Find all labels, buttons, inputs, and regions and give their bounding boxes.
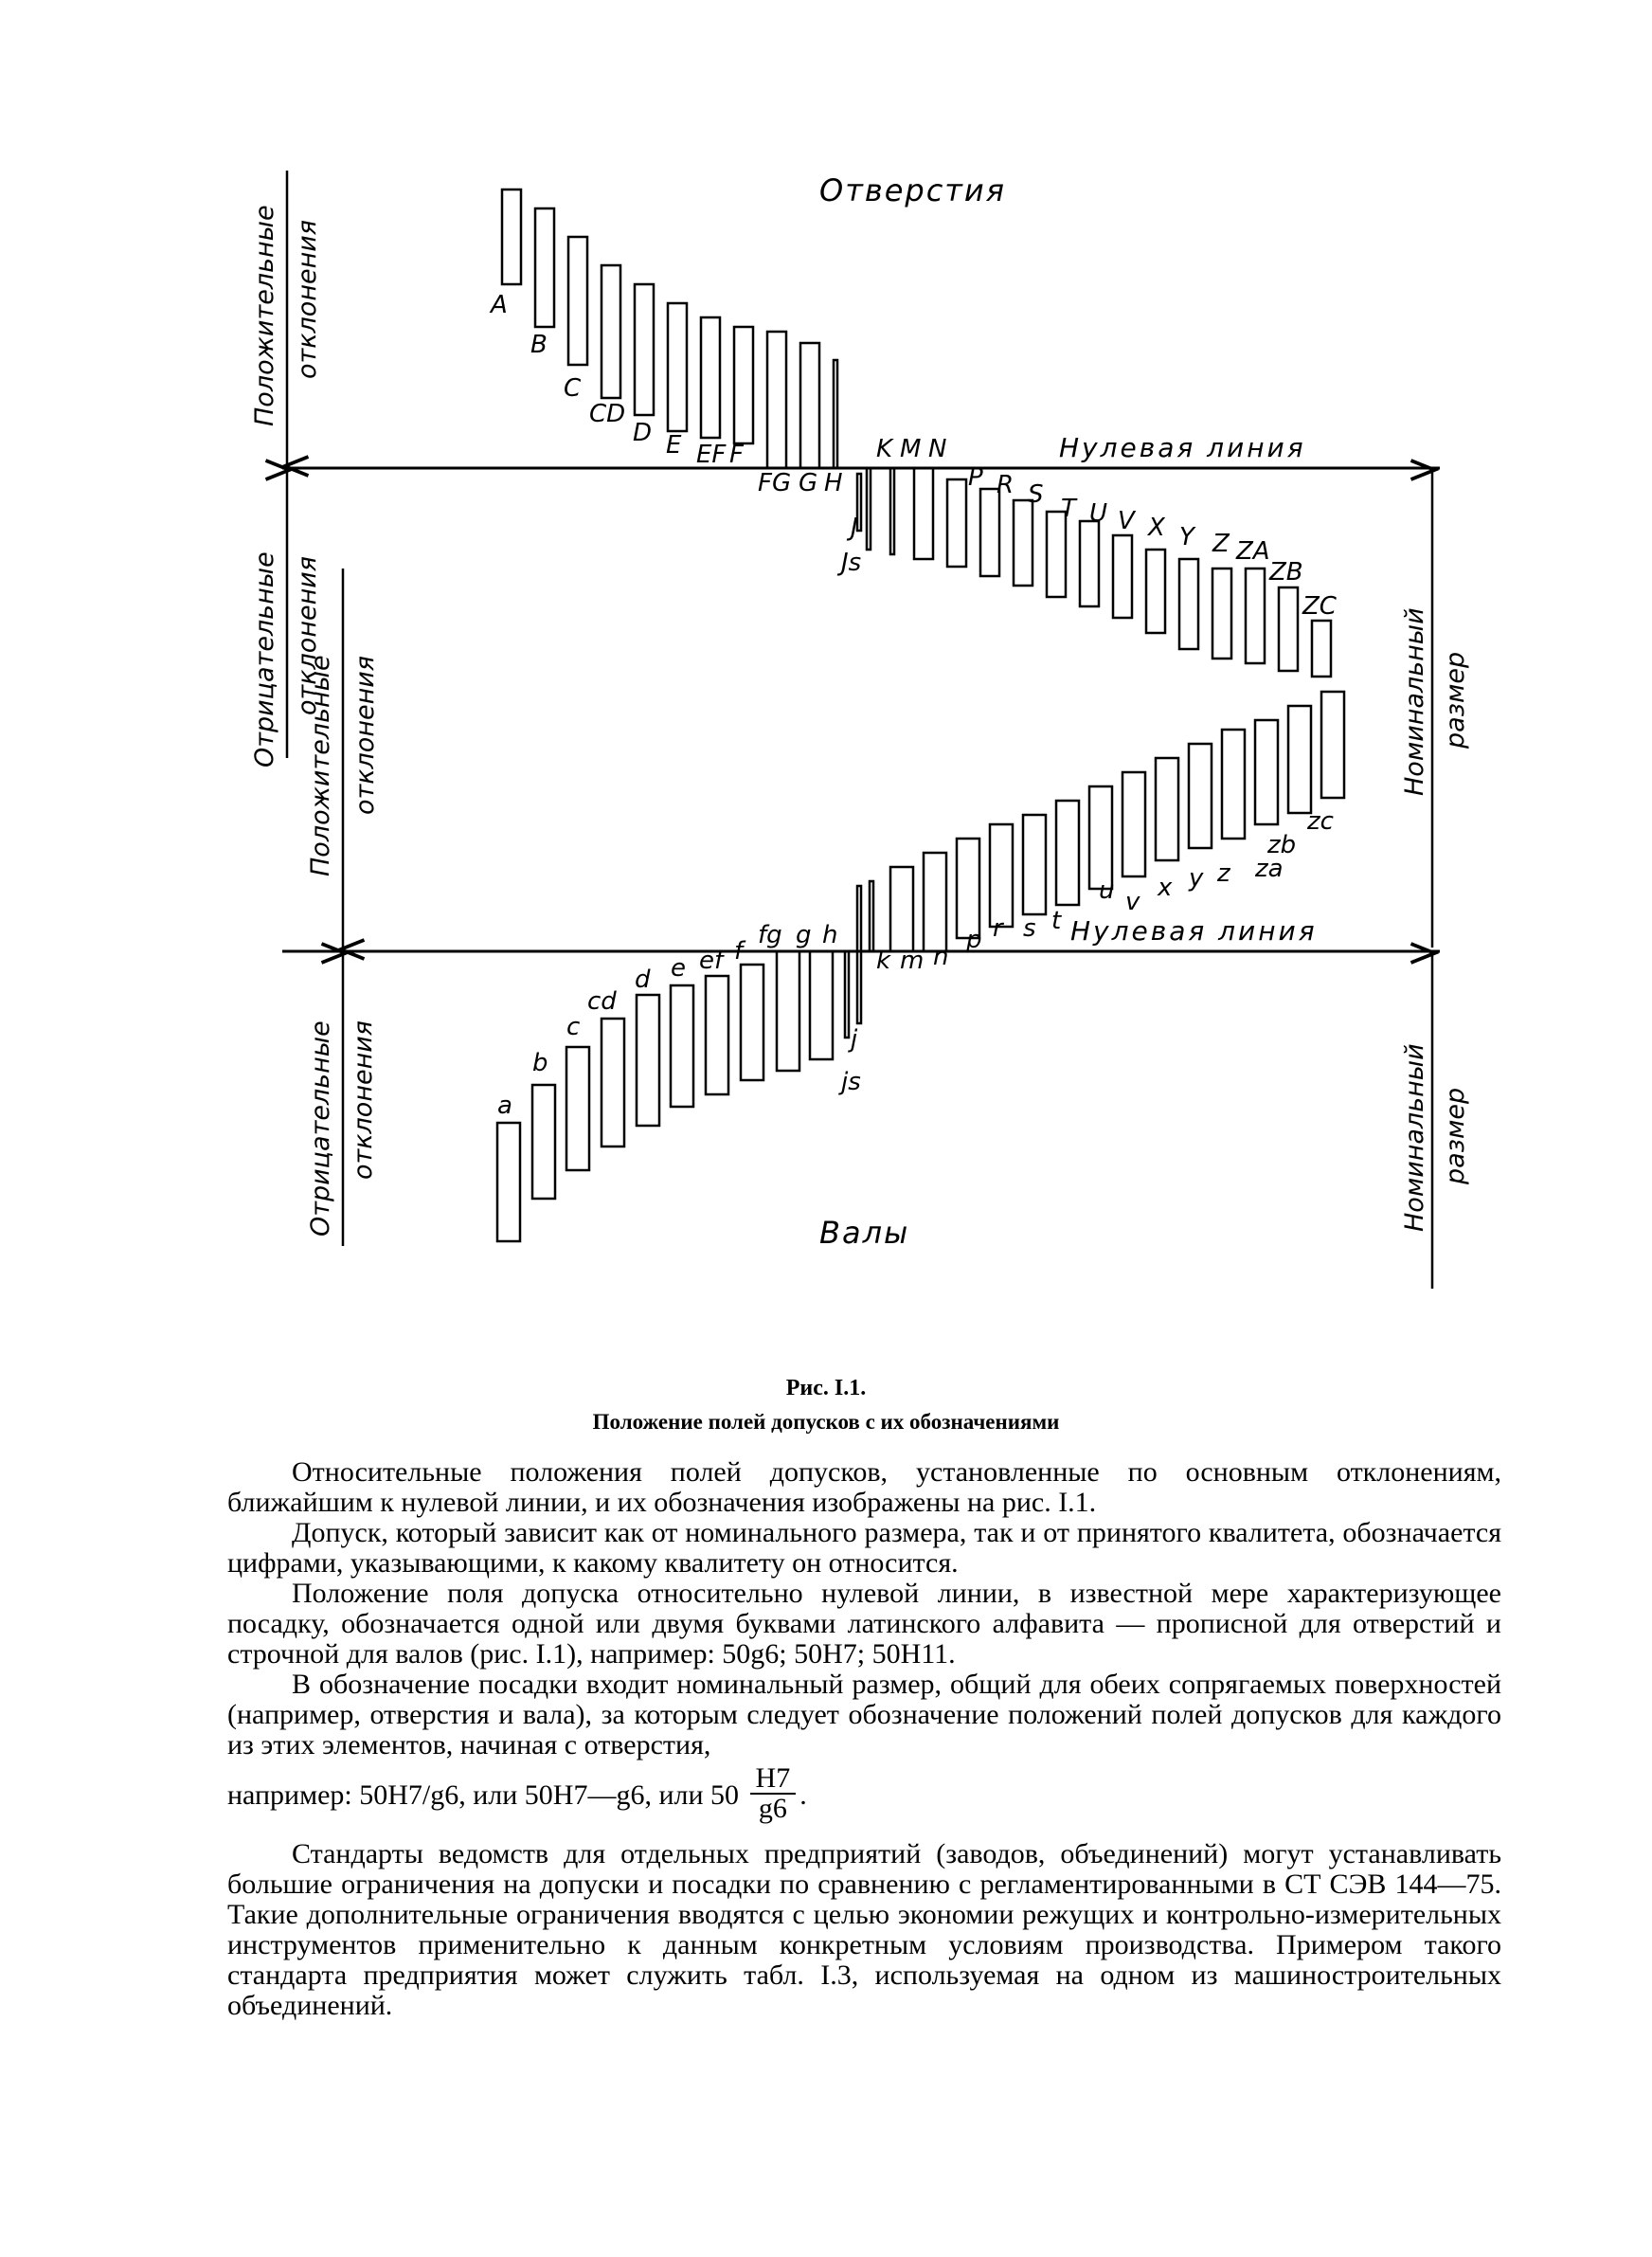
- shaft-field-zc: [1321, 692, 1344, 798]
- shaft-label-y: y: [1189, 864, 1204, 893]
- hole-field-CD: [602, 265, 620, 398]
- shaft-label-zc: zc: [1307, 807, 1334, 836]
- hole-field-E: [668, 303, 687, 431]
- shaft-field-r: [990, 824, 1013, 927]
- shafts-title: Валы: [819, 1215, 910, 1251]
- shaft-field-z: [1222, 730, 1245, 839]
- hole-field-T: [1047, 512, 1066, 597]
- fit-fraction: [750, 1764, 797, 1823]
- hole-label-Y: Y: [1179, 523, 1194, 551]
- hole-label-A: A: [491, 291, 508, 319]
- nominal-size-label-shafts: Номинальный: [1400, 1043, 1429, 1232]
- hole-label-J: J: [851, 514, 858, 542]
- shaft-field-k: [870, 881, 873, 951]
- shaft-label-h: h: [822, 921, 838, 949]
- hole-field-Z: [1212, 569, 1231, 659]
- hole-field-V: [1113, 535, 1132, 618]
- positive-deviations-label-holes: Положительные: [250, 205, 279, 426]
- hole-label-P: P: [968, 463, 983, 492]
- shaft-field-v: [1122, 772, 1145, 876]
- hole-label-K: K: [876, 435, 893, 463]
- shaft-label-s: s: [1023, 914, 1036, 943]
- negative-deviations-label-holes: Отрицательные: [250, 551, 279, 767]
- shaft-label-a: a: [497, 1092, 512, 1120]
- hole-label-FG: FG: [758, 469, 792, 497]
- hole-label-N: N: [928, 435, 947, 463]
- hole-field-ZA: [1246, 569, 1265, 663]
- shaft-field-m: [890, 867, 913, 951]
- shaft-label-fg: fg: [758, 921, 782, 949]
- fit-example-text: например: 50H7/g6, или 50H7—g6, или 50: [227, 1779, 740, 1811]
- hole-field-R: [980, 489, 999, 576]
- shaft-label-t: t: [1051, 907, 1062, 935]
- shaft-field-x: [1156, 758, 1178, 860]
- shaft-field-h: [845, 951, 849, 1038]
- shaft-label-js: js: [841, 1068, 861, 1096]
- shaft-label-za: za: [1255, 855, 1284, 883]
- fit-example-line: [227, 1762, 1501, 1827]
- shaft-label-r: r: [993, 914, 1003, 943]
- shaft-label-m: m: [900, 947, 925, 975]
- hole-field-FG: [767, 332, 786, 468]
- hole-label-X: X: [1148, 514, 1165, 542]
- hole-label-T: T: [1061, 495, 1076, 523]
- shaft-field-cd: [602, 1019, 624, 1147]
- hole-field-C: [568, 237, 587, 365]
- shaft-label-x: x: [1158, 874, 1173, 902]
- nominal-size-label-holes-2: размер: [1441, 651, 1470, 749]
- negative-deviations-label-holes-2: отклонения: [293, 555, 322, 715]
- shaft-field-fg: [777, 951, 799, 1071]
- hole-field-ZB: [1279, 587, 1298, 671]
- hole-field-M: [890, 468, 894, 554]
- shaft-field-y: [1189, 744, 1212, 848]
- shaft-label-j: j: [851, 1025, 858, 1054]
- hole-label-Z: Z: [1212, 530, 1230, 558]
- shaft-label-ef: ef: [699, 947, 724, 975]
- shaft-label-z: z: [1217, 859, 1230, 888]
- shaft-label-k: k: [876, 947, 891, 975]
- shaft-field-u: [1089, 786, 1112, 889]
- shaft-label-n: n: [933, 943, 949, 971]
- hole-label-S: S: [1028, 480, 1044, 509]
- hole-label-R: R: [997, 471, 1015, 499]
- shaft-label-cd: cd: [587, 987, 617, 1016]
- hole-label-V: V: [1118, 507, 1135, 535]
- shaft-field-ef: [706, 976, 728, 1094]
- fit-example-end: .: [799, 1779, 807, 1811]
- hole-field-ZC: [1312, 621, 1331, 677]
- shaft-label-v: v: [1125, 888, 1140, 916]
- hole-field-EF: [701, 317, 720, 438]
- hole-field-G: [800, 343, 819, 468]
- hole-label-U: U: [1089, 499, 1108, 528]
- figure-number: Рис. I.1.: [785, 1376, 867, 1400]
- fraction-denominator: g6: [758, 1793, 787, 1824]
- shaft-field-e: [671, 985, 693, 1107]
- hole-field-F: [734, 327, 753, 443]
- holes-title: Отверстия: [819, 172, 1006, 208]
- shaft-label-d: d: [635, 966, 651, 994]
- hole-label-G: G: [799, 469, 818, 497]
- shaft-label-f: f: [734, 937, 744, 966]
- paragraph-4: В обозначение посадки входит номинальный размер, общий для обеих сопрягаемых поверхностей (например, отверстия и вала), за которым следует обозначение положений полей допусков для каждого из этих элементов, начиная с отверстия,: [227, 1669, 1501, 1760]
- shaft-field-c: [566, 1047, 589, 1170]
- shaft-label-zb: zb: [1267, 831, 1297, 859]
- positive-deviations-label-holes-2: отклонения: [293, 219, 322, 379]
- hole-label-ZB: ZB: [1269, 558, 1303, 587]
- hole-field-P: [947, 479, 966, 567]
- paragraph-5: Стандарты ведомств для отдельных предприятий (заводов, объединений) могут устанавливать большие ограничения на допуски и посадки по сравнению с регламентированными в СТ СЭВ 144—75. Такие дополнительные ограничения вводятся с целью экономии режущих и контрольно-измерительных инструментов применительно к данным конкретным условиям производства. Примером такого стандарта предприятия может служить табл. I.3, используемая на одном из машиностроительных объединений.: [227, 1838, 1501, 2021]
- body-text-2: [227, 1839, 1501, 2021]
- hole-label-ZC: ZC: [1302, 592, 1337, 621]
- shaft-label-b: b: [532, 1049, 548, 1077]
- shaft-field-g: [810, 951, 833, 1059]
- shaft-tolerance-fields: [497, 692, 1344, 1241]
- fraction-numerator: H7: [750, 1764, 797, 1795]
- hole-field-B: [535, 208, 554, 327]
- zero-line-label-shafts: Нулевая линия: [1070, 915, 1318, 947]
- positive-deviations-label-shafts-2: отклонения: [350, 655, 380, 815]
- shaft-field-t: [1056, 801, 1079, 905]
- negative-deviations-label-shafts: Отрицательные: [306, 1020, 335, 1237]
- hole-field-D: [635, 284, 654, 415]
- hole-field-A: [502, 190, 521, 284]
- hole-field-U: [1080, 521, 1099, 606]
- shaft-field-j: [857, 886, 861, 1023]
- paragraph-2: Допуск, который зависит как от номинального размера, так и от принятого квалитета, обозначается цифрами, указывающими, к какому квалитету он относится.: [227, 1517, 1501, 1579]
- shaft-field-s: [1023, 815, 1046, 914]
- shaft-field-a: [497, 1123, 520, 1241]
- hole-label-CD: CD: [589, 400, 626, 428]
- hole-label-D: D: [633, 419, 653, 447]
- shaft-field-f: [741, 965, 763, 1080]
- hole-label-Js: Js: [841, 549, 862, 577]
- hole-field-K: [867, 468, 871, 550]
- shaft-field-za: [1255, 720, 1278, 824]
- figure-caption: Положение полей допусков с их обозначениями: [592, 1410, 1060, 1434]
- hole-label-F: F: [729, 441, 744, 469]
- hole-label-ZA: ZA: [1236, 537, 1270, 566]
- hole-field-Y: [1179, 559, 1198, 649]
- hole-label-B: B: [530, 331, 548, 359]
- negative-deviations-label-shafts-2: отклонения: [349, 1020, 378, 1180]
- hole-field-H: [834, 360, 837, 468]
- positive-deviations-label-shafts: Положительные: [306, 655, 335, 876]
- zero-line-label-holes: Нулевая линия: [1059, 432, 1306, 463]
- hole-label-E: E: [666, 431, 682, 460]
- shaft-field-zb: [1288, 706, 1311, 813]
- hole-field-S: [1014, 500, 1032, 586]
- shaft-field-p: [957, 839, 979, 938]
- hole-label-H: H: [824, 469, 843, 497]
- paragraph-1: Относительные положения полей допусков, установленные по основным отклонениям, ближайшим к нулевой линии, и их обозначения изображены на рис. I.1.: [227, 1456, 1501, 1518]
- hole-label-EF: EF: [696, 441, 727, 469]
- hole-label-C: C: [564, 374, 582, 403]
- shaft-label-p: p: [966, 926, 982, 954]
- shaft-field-d: [637, 995, 659, 1126]
- hole-field-X: [1146, 550, 1165, 633]
- hole-field-N: [914, 468, 933, 559]
- body-text: [227, 1457, 1501, 1827]
- hole-label-M: M: [900, 435, 922, 463]
- shaft-label-u: u: [1099, 876, 1115, 905]
- paragraph-3: Положение поля допуска относительно нулевой линии, в известной мере характеризующее посадку, обозначается одной или двумя буквами латинского алфавита — прописной для отверстий и строчной для валов (рис. I.1), например: 50g6; 50H7; 50H11.: [227, 1578, 1501, 1670]
- shaft-label-e: e: [671, 954, 686, 983]
- nominal-size-label-holes: Номинальный: [1400, 607, 1429, 796]
- shaft-field-b: [532, 1085, 555, 1199]
- shaft-label-g: g: [796, 921, 812, 949]
- shaft-field-n: [924, 853, 946, 951]
- shaft-label-c: c: [566, 1013, 581, 1041]
- nominal-size-label-shafts-2: размер: [1441, 1087, 1470, 1184]
